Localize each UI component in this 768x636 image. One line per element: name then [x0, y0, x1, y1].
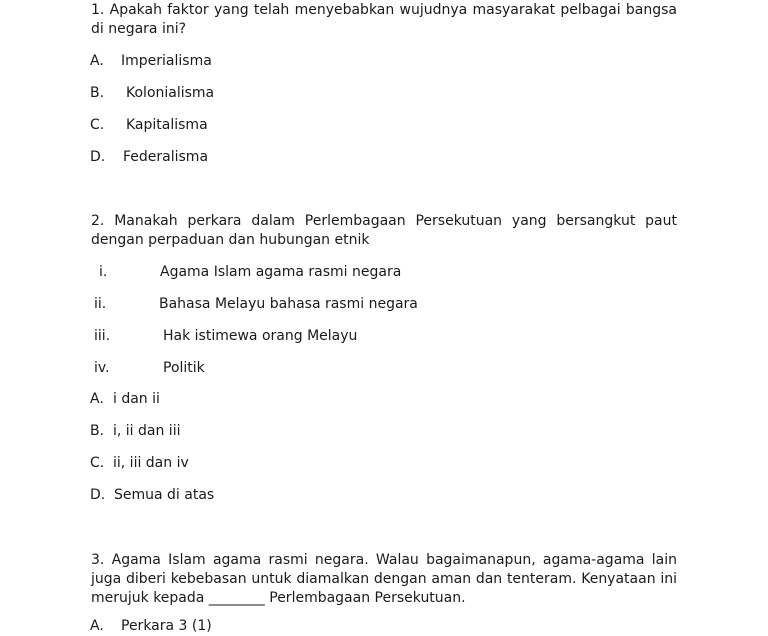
question-1-option-d[interactable]	[90, 148, 208, 167]
option-letter: D.	[90, 487, 106, 503]
item-numeral: i.	[99, 264, 108, 280]
option-letter: B.	[90, 423, 105, 439]
question-2-option-c[interactable]	[90, 454, 189, 473]
question-1-option-c[interactable]	[90, 116, 208, 135]
question-1-option-b[interactable]	[90, 84, 214, 103]
question-3-option-a[interactable]	[90, 617, 212, 636]
option-text: i, ii dan iii	[113, 423, 181, 439]
question-2-item-i	[99, 263, 401, 282]
item-numeral: iv.	[94, 360, 110, 376]
option-letter: A.	[90, 391, 104, 407]
option-text: Semua di atas	[114, 487, 215, 503]
option-letter: C.	[90, 455, 105, 471]
item-text: Politik	[163, 360, 205, 376]
option-text: Kolonialisma	[126, 85, 215, 101]
question-2-text: 2. Manakah perkara dalam Perlembagaan Persekutuan yang bersangkut paut dengan perpaduan dan hubungan etnik	[91, 213, 677, 248]
item-text: Agama Islam agama rasmi negara	[160, 264, 402, 280]
question-2-option-b[interactable]	[90, 422, 180, 441]
option-text: Federalisma	[123, 149, 209, 165]
question-2-item-iii	[94, 327, 357, 346]
option-letter: D.	[90, 149, 106, 165]
option-text: Imperialisma	[121, 53, 212, 69]
option-text: ii, iii dan iv	[113, 455, 189, 471]
question-1-text: 1. Apakah faktor yang telah menyebabkan wujudnya masyarakat pelbagai bangsa di negara ini?	[91, 2, 677, 37]
item-numeral: ii.	[94, 296, 107, 312]
question-2-item-iv	[94, 359, 205, 378]
question-2-option-d[interactable]	[90, 486, 214, 505]
item-text: Bahasa Melayu bahasa rasmi negara	[159, 296, 418, 312]
question-2-option-a[interactable]	[90, 390, 160, 409]
option-text: Perkara 3 (1)	[121, 618, 212, 634]
option-text: i dan ii	[113, 391, 160, 407]
option-letter: C.	[90, 117, 105, 133]
question-2-item-ii	[94, 295, 418, 314]
option-text: Kapitalisma	[126, 117, 208, 133]
option-letter: A.	[90, 53, 104, 69]
item-text: Hak istimewa orang Melayu	[163, 328, 358, 344]
item-numeral: iii.	[94, 328, 111, 344]
question-3-text: 3. Agama Islam agama rasmi negara. Walau bagaimanapun, agama-agama lain juga diberi kebebasan untuk diamalkan dengan aman dan tenteram. Kenyataan ini merujuk kepada ________ Perlembagaan Persekutuan.	[91, 552, 677, 606]
option-letter: B.	[90, 85, 105, 101]
option-letter: A.	[90, 618, 104, 634]
question-1-option-a[interactable]	[90, 52, 212, 71]
